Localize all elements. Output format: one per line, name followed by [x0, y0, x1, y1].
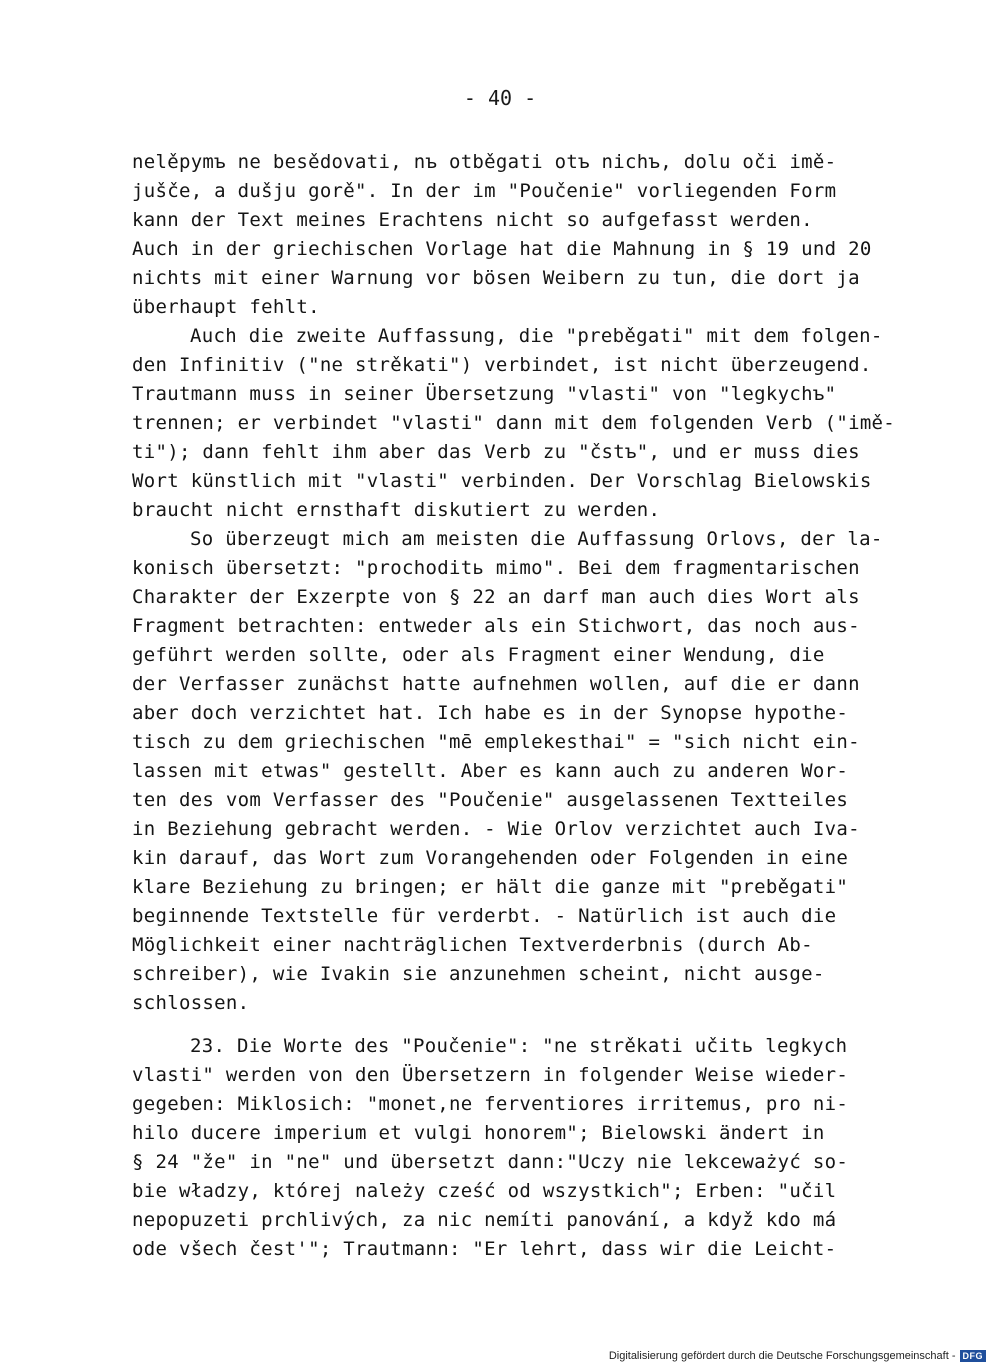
- text-line: klare Beziehung zu bringen; er hält die ganze mit "preběgati": [132, 876, 849, 898]
- text-line: Trautmann muss in seiner Übersetzung "vlasti" von "legkychъ": [132, 383, 837, 405]
- text-line: nepopuzeti prchlivých, za nic nemíti panování, a když kdo má: [132, 1209, 837, 1231]
- paragraph-gap: [132, 1018, 912, 1032]
- body-text: [132, 148, 912, 1264]
- text-line: ode všech čest'"; Trautmann: "Er lehrt, dass wir die Leicht-: [132, 1238, 837, 1260]
- text-line: So überzeugt mich am meisten die Auffassung Orlovs, der la-: [190, 528, 883, 550]
- paragraph: [132, 525, 912, 1018]
- text-line: kin darauf, das Wort zum Vorangehenden oder Folgenden in eine: [132, 847, 849, 869]
- text-line: trennen; er verbindet "vlasti" dann mit dem folgenden Verb ("imě-: [132, 412, 896, 434]
- text-line: nelěpymъ ne besědovati, nъ otběgati otъ nichъ, dolu oči imě-: [132, 151, 837, 173]
- text-line: vlasti" werden von den Übersetzern in folgender Weise wieder-: [132, 1064, 849, 1086]
- text-line: beginnende Textstelle für verderbt. - Natürlich ist auch die: [132, 905, 837, 927]
- text-line: Auch in der griechischen Vorlage hat die Mahnung in § 19 und 20: [132, 238, 872, 260]
- text-line: in Beziehung gebracht werden. - Wie Orlov verzichtet auch Iva-: [132, 818, 860, 840]
- text-line: Charakter der Exzerpte von § 22 an darf man auch dies Wort als: [132, 586, 860, 608]
- text-line: ti"); dann fehlt ihm aber das Verb zu "čstъ", und er muss dies: [132, 441, 860, 463]
- text-line: nichts mit einer Warnung vor bösen Weibern zu tun, die dort ja: [132, 267, 860, 289]
- text-line: 23. Die Worte des "Poučenie": "ne strěkati učitь legkych: [190, 1035, 848, 1057]
- text-line: den Infinitiv ("ne strěkati") verbindet, ist nicht überzeugend.: [132, 354, 872, 376]
- text-line: lassen mit etwas" gestellt. Aber es kann auch zu anderen Wor-: [132, 760, 849, 782]
- text-line: Wort künstlich mit "vlasti" verbinden. Der Vorschlag Bielowskis: [132, 470, 872, 492]
- text-line: Möglichkeit einer nachträglichen Textverderbnis (durch Ab-: [132, 934, 813, 956]
- text-line: tisch zu dem griechischen "mē emplekesthai" = "sich nicht ein-: [132, 731, 860, 753]
- text-line: § 24 "že" in "ne" und übersetzt dann:"Uczy nie lekceważyć so-: [132, 1151, 849, 1173]
- text-line: geführt werden sollte, oder als Fragment einer Wendung, die: [132, 644, 825, 666]
- text-line: überhaupt fehlt.: [132, 296, 320, 318]
- text-line: Fragment betrachten: entweder als ein Stichwort, das noch aus-: [132, 615, 860, 637]
- text-line: kann der Text meines Erachtens nicht so aufgefasst werden.: [132, 209, 813, 231]
- text-line: schreiber), wie Ivakin sie anzunehmen scheint, nicht ausge-: [132, 963, 825, 985]
- footer-credit: Digitalisierung gefördert durch die Deutsche Forschungsgemeinschaft -: [608, 1350, 956, 1362]
- text-line: Auch die zweite Auffassung, die "preběgati" mit dem folgen-: [190, 325, 883, 347]
- paragraph: [132, 1032, 912, 1264]
- text-line: schlossen.: [132, 992, 250, 1014]
- text-line: aber doch verzichtet hat. Ich habe es in der Synopse hypothe-: [132, 702, 849, 724]
- text-line: konisch übersetzt: "prochoditь mimo". Bei dem fragmentarischen: [132, 557, 860, 579]
- dfg-logo-icon: DFG: [960, 1350, 987, 1362]
- text-line: der Verfasser zunächst hatte aufnehmen wollen, auf die er dann: [132, 673, 860, 695]
- text-line: gegeben: Miklosich: "monet,ne ferventiores irritemus, pro ni-: [132, 1093, 849, 1115]
- footer: [609, 1350, 986, 1362]
- page-number: - 40 -: [463, 86, 537, 110]
- text-line: jušče, a dušju gorě". In der im "Poučenie" vorliegenden Form: [132, 180, 837, 202]
- text-line: ten des vom Verfasser des "Poučenie" ausgelassenen Textteiles: [132, 789, 849, 811]
- text-line: hilo ducere imperium et vulgi honorem"; Bielowski ändert in: [132, 1122, 825, 1144]
- paragraph: [132, 148, 912, 322]
- text-line: bie władzy, której należy cześć od wszystkich"; Erben: "učil: [132, 1180, 837, 1202]
- paragraph: [132, 322, 912, 525]
- text-line: braucht nicht ernsthaft diskutiert zu werden.: [132, 499, 661, 521]
